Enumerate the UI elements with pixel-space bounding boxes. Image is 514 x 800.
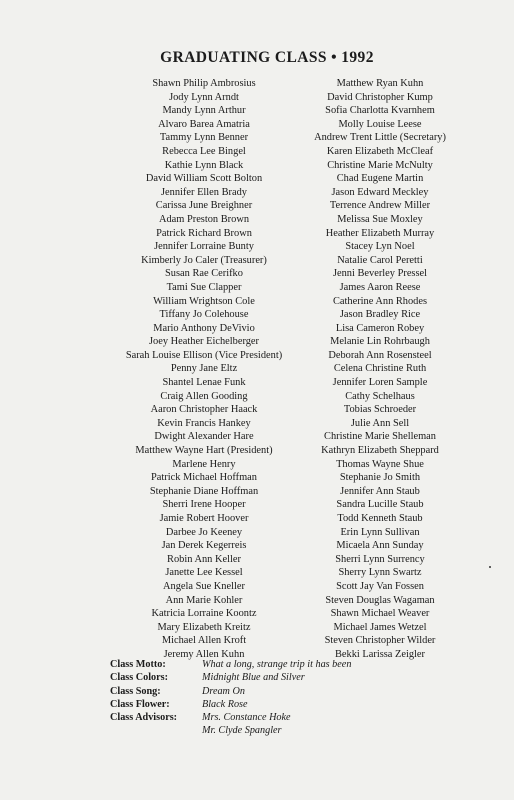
graduate-name: Melissa Sue Moxley [337, 213, 423, 225]
graduate-name: Carissa June Breighner [155, 200, 253, 212]
graduate-name: Jason Bradley Rice [339, 309, 421, 321]
graduate-name: Jody Lynn Arndt [169, 91, 239, 103]
graduate-name: Erin Lynn Sullivan [340, 526, 420, 538]
graduate-name: Jan Derek Kegerreis [161, 540, 247, 552]
graduate-name: Mary Elizabeth Kreitz [157, 621, 251, 633]
graduate-name: Patrick Michael Hoffman [151, 472, 257, 484]
graduate-name: Janette Lee Kessel [165, 567, 243, 579]
graduate-name: Deborah Ann Rosensteel [328, 349, 432, 361]
graduate-name: William Wrightson Cole [153, 295, 255, 307]
graduate-name: Alvaro Barea Amatria [158, 118, 250, 130]
graduate-name: Celena Christine Ruth [333, 363, 427, 375]
graduate-name: Dwight Alexander Hare [154, 431, 254, 443]
graduate-name: Karen Elizabeth McCleaf [326, 145, 434, 157]
graduate-name: Jeremy Allen Kuhn [163, 648, 245, 660]
graduate-name: Christine Marie Shelleman [324, 431, 436, 443]
graduate-name: Patrick Richard Brown [156, 227, 252, 239]
class-colors-value: Midnight Blue and Silver [202, 672, 305, 684]
graduate-name: Susan Rae Cerifko [165, 268, 243, 280]
graduate-name: Scott Jay Van Fossen [336, 580, 424, 592]
class-colors-label: Class Colors: [110, 672, 169, 684]
class-colors-row [110, 671, 351, 684]
graduate-name: Tobias Schroeder [343, 404, 417, 416]
graduate-name: Craig Allen Gooding [160, 390, 248, 402]
class-song-value: Dream On [202, 685, 245, 697]
graduate-name: Darbee Jo Keeney [165, 526, 243, 538]
class-advisors-row-2 [110, 724, 351, 737]
graduate-name: Joey Heather Eichelberger [148, 336, 259, 348]
page-speck [489, 566, 491, 568]
class-flower-label: Class Flower: [110, 698, 170, 710]
graduate-name: Jamie Robert Hoover [159, 513, 249, 524]
graduate-name: Steven Christopher Wilder [324, 635, 436, 647]
graduate-name: Terrence Andrew Miller [329, 200, 431, 212]
graduate-name: Stephanie Diane Hoffman [149, 485, 259, 497]
class-advisor-1: Mrs. Constance Hoke [202, 712, 291, 724]
graduate-name: Molly Louise Leese [338, 118, 422, 130]
graduate-name: Robin Ann Keller [167, 553, 241, 565]
graduate-name: Matthew Ryan Kuhn [336, 78, 424, 89]
graduate-name: Michael Allen Kroft [161, 635, 247, 647]
graduate-name: Bekki Larissa Zeigler [334, 648, 426, 660]
graduate-name: Thomas Wayne Shue [336, 458, 424, 470]
graduate-name: Mario Anthony DeVivio [153, 322, 255, 334]
graduate-name: Adam Preston Brown [158, 213, 250, 225]
graduate-name: Jennifer Loren Sample [332, 377, 428, 389]
graduate-name: Kathryn Elizabeth Sheppard [321, 445, 439, 457]
graduate-name: Aaron Christopher Haack [150, 404, 258, 416]
class-motto-label: Class Motto: [110, 659, 166, 670]
graduate-name: Sofia Charlotta Kvarnhem [325, 105, 435, 117]
graduate-name: Sarah Louise Ellison (Vice President) [125, 349, 283, 361]
graduate-name: David William Scott Bolton [145, 173, 263, 185]
graduate-name: Jason Edward Meckley [331, 186, 429, 198]
graduate-name: Matthew Wayne Hart (President) [135, 445, 273, 457]
graduate-name: Mandy Lynn Arthur [162, 105, 246, 117]
graduate-name: Stacey Lyn Noel [345, 241, 415, 253]
graduate-name: Tammy Lynn Benner [159, 132, 249, 144]
class-flower-value: Black Rose [202, 698, 248, 710]
graduate-name: Kimberly Jo Caler (Treasurer) [141, 254, 267, 266]
graduate-name: Lisa Cameron Robey [335, 322, 425, 334]
graduate-name: Katricia Lorraine Koontz [151, 608, 257, 620]
graduate-name: Michael James Wetzel [333, 621, 427, 633]
graduate-list-left [92, 77, 316, 662]
class-info [110, 658, 351, 738]
class-advisors-row [110, 711, 351, 724]
class-flower-row [110, 698, 351, 711]
page-title: GRADUATING CLASS • 1992 [160, 49, 374, 66]
graduate-name: Shawn Philip Ambrosius [152, 78, 256, 89]
graduate-name: Heather Elizabeth Murray [325, 227, 435, 239]
graduate-name: Marlene Henry [172, 458, 236, 470]
graduate-name: Cathy Schelhaus [345, 390, 415, 402]
graduate-name: Jennifer Lorraine Bunty [154, 241, 254, 253]
graduate-name: Tiffany Jo Colehouse [159, 309, 249, 321]
graduate-list-right [285, 77, 475, 662]
graduate-name: Andrew Trent Little (Secretary) [314, 132, 446, 144]
graduate-name: Kevin Francis Hankey [157, 417, 251, 429]
class-advisors-label: Class Advisors: [110, 712, 178, 724]
graduate-name: Kathie Lynn Black [164, 159, 244, 171]
class-advisor-2: Mr. Clyde Spangler [202, 725, 282, 737]
graduate-name: Catherine Ann Rhodes [332, 295, 428, 307]
graduate-name: Christine Marie McNulty [327, 159, 433, 171]
graduate-name: Angela Sue Kneller [163, 580, 245, 592]
graduate-name: James Aaron Reese [339, 281, 421, 293]
graduate-name: Chad Eugene Martin [336, 173, 424, 185]
graduate-name: Jenni Beverley Pressel [332, 268, 428, 280]
graduate-name: Sherri Lynn Surrency [335, 553, 425, 565]
graduate-name: Sherry Lynn Swartz [338, 567, 422, 579]
graduate-name: Stephanie Jo Smith [339, 472, 421, 484]
graduate-name: Todd Kenneth Staub [337, 513, 423, 524]
class-motto-row [110, 658, 351, 671]
graduate-name: Tami Sue Clapper [166, 281, 242, 293]
graduate-name: Shantel Lenae Funk [162, 377, 246, 389]
class-advisors-spacer [110, 724, 202, 737]
graduate-name: Jennifer Ann Staub [340, 485, 420, 497]
graduate-name: David Christopher Kump [327, 91, 433, 103]
graduate-name: Steven Douglas Wagaman [325, 594, 435, 606]
graduate-name: Penny Jane Eltz [170, 363, 238, 375]
class-motto-value: What a long, strange trip it has been [202, 659, 352, 670]
graduate-name: Micaela Ann Sunday [336, 540, 424, 552]
graduate-name: Ann Marie Kohler [165, 594, 243, 606]
graduate-name: Sherri Irene Hooper [162, 499, 246, 511]
graduate-name: Rebecca Lee Bingel [162, 145, 246, 157]
graduate-name: Sandra Lucille Staub [336, 499, 424, 511]
graduate-name: Natalie Carol Peretti [337, 254, 423, 266]
graduate-name: Julie Ann Sell [350, 417, 410, 429]
graduate-name: Jennifer Ellen Brady [161, 186, 247, 198]
class-song-row [110, 685, 351, 698]
graduate-name: Melanie Lin Rohrbaugh [330, 336, 430, 348]
class-song-label: Class Song: [110, 685, 161, 697]
graduate-name: Shawn Michael Weaver [330, 608, 430, 620]
